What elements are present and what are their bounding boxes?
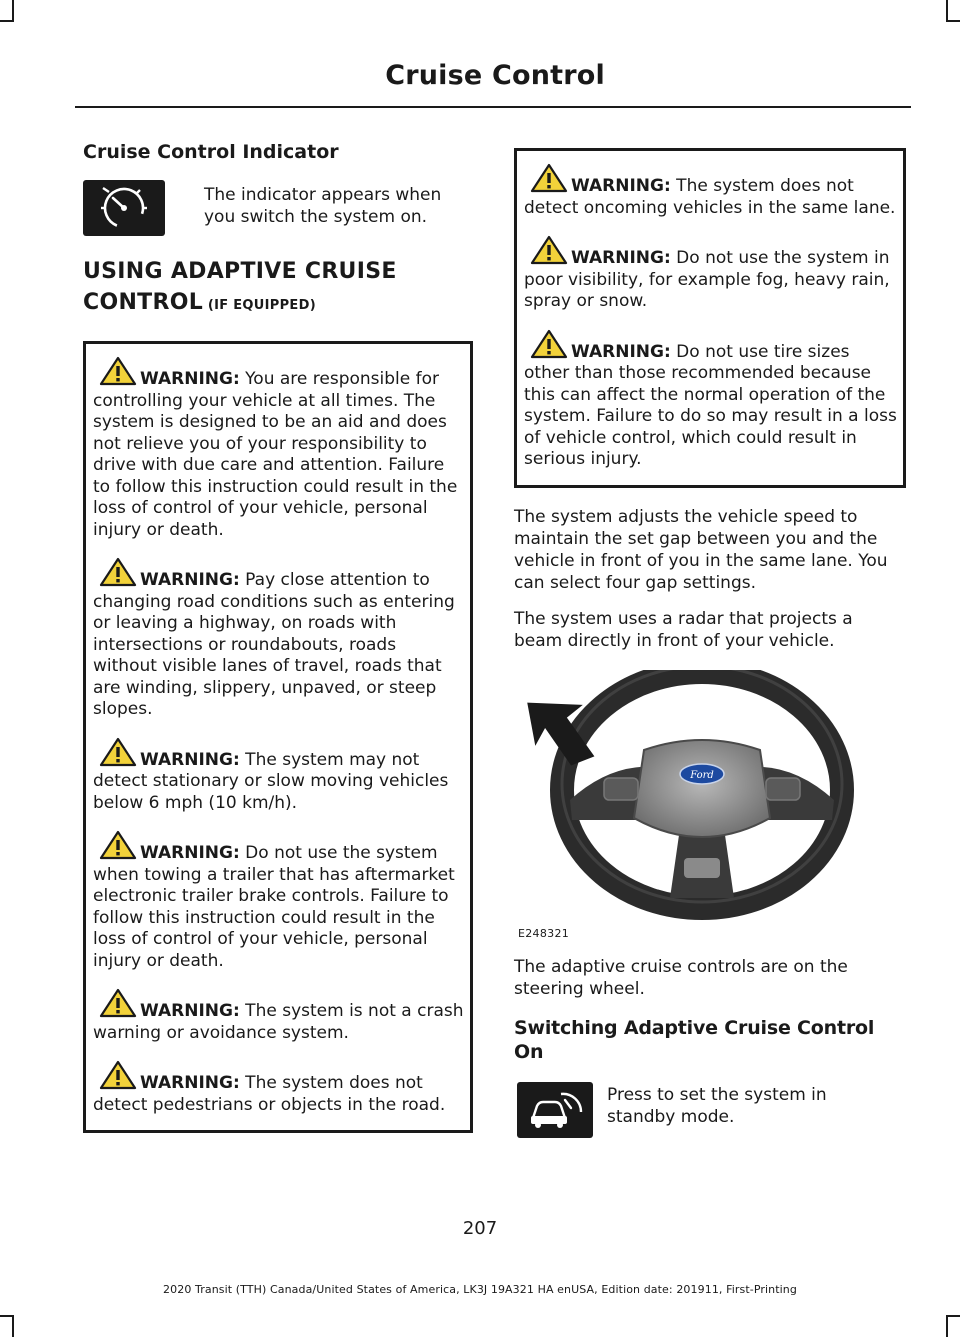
page-header [75, 58, 911, 108]
switching-description: Press to set the system in standby mode. [607, 1084, 827, 1127]
warning-item [524, 235, 898, 313]
crop-mark [0, 20, 14, 22]
warning-triangle-icon [99, 830, 137, 860]
adaptive-cruise-button-icon [517, 1082, 593, 1138]
warning-text: Do not use tire sizes other than those recommended because this can affect the normal operation of the system. Failure to do so may result in a loss of vehicle control, which could result in serious injury. [524, 341, 897, 469]
warning-label: WARNING: [140, 1073, 240, 1093]
figure-code: E248321 [518, 926, 570, 940]
warning-label: WARNING: [140, 843, 240, 863]
warning-label: WARNING: [140, 570, 240, 590]
warning-item [524, 329, 898, 471]
body-paragraph: The adaptive cruise controls are on the steering wheel. [514, 956, 848, 999]
section-title [83, 256, 471, 321]
switching-heading: Switching Adaptive Cruise Control On [514, 1016, 875, 1063]
warning-text: The system may not detect stationary or slow moving vehicles below 6 mph (10 km/h). [93, 749, 449, 813]
warning-triangle-icon [530, 329, 568, 359]
switching-row [514, 1082, 906, 1152]
page-number: 207 [462, 1218, 498, 1239]
crop-mark [12, 0, 14, 22]
warning-triangle-icon [99, 557, 137, 587]
warning-label: WARNING: [140, 369, 240, 389]
warning-item [93, 988, 465, 1044]
warning-text: Do not use the system when towing a trailer that has aftermarket electronic trailer brake controls. Failure to follow this instruction could result in the loss of control of your vehicle, personal injury or death. [93, 843, 455, 971]
right-column [514, 148, 906, 1152]
warning-triangle-icon [530, 163, 568, 193]
warning-item [524, 163, 898, 219]
crop-mark [946, 1315, 960, 1317]
warning-text: Do not use the system in poor visibility, for example fog, heavy rain, spray or snow. [524, 248, 890, 311]
warning-triangle-icon [530, 235, 568, 265]
crop-mark [946, 20, 960, 22]
warning-label: WARNING: [140, 749, 240, 770]
indicator-description: The indicator appears when you switch the system on. [204, 185, 442, 227]
crop-mark [946, 0, 948, 22]
warning-label: WARNING: [571, 341, 671, 362]
warning-triangle-icon [99, 356, 137, 386]
warning-text: The system does not detect pedestrians or objects in the road. [93, 1073, 446, 1115]
warning-text: The system is not a crash warning or avoidance system. [93, 1001, 464, 1043]
section-title-text: USING ADAPTIVE CRUISE CONTROL [83, 259, 397, 315]
warning-triangle-icon [99, 988, 137, 1018]
crop-mark [946, 1315, 948, 1337]
steering-wheel-illustration [514, 670, 854, 932]
crop-mark [12, 1315, 14, 1337]
left-column [83, 140, 471, 1133]
warning-item [93, 830, 465, 972]
footer-edition-line: 2020 Transit (TTH) Canada/United States of America, LK3J 19A321 HA enUSA, Edition date: 201911, First-Printing [163, 1283, 797, 1296]
ford-logo: Ford [690, 769, 714, 781]
body-paragraph: The system uses a radar that projects a beam directly in front of your vehicle. [514, 608, 853, 651]
warning-item [93, 737, 465, 815]
warning-label: WARNING: [140, 1001, 240, 1021]
warning-triangle-icon [99, 1060, 137, 1090]
warning-label: WARNING: [571, 176, 671, 196]
page-title: Cruise Control [385, 60, 605, 91]
warning-item [93, 557, 465, 721]
crop-mark [0, 1315, 14, 1317]
warning-text: You are responsible for controlling your vehicle at all times. The system is designed to be an aid and does not relieve you of your responsibility to drive with due care and attention. Failure to follow this instruction could result in the loss of control of your vehicle, personal injury or death. [93, 369, 458, 540]
warning-label: WARNING: [571, 248, 671, 268]
warning-box-right [514, 148, 906, 488]
cruise-speedometer-icon [83, 180, 165, 236]
indicator-heading: Cruise Control Indicator [83, 141, 339, 163]
warning-item [93, 356, 465, 541]
body-paragraph: The system adjusts the vehicle speed to maintain the set gap between you and the vehicle in front of you in the same lane. You can select four gap settings. [514, 506, 888, 593]
warning-triangle-icon [99, 737, 137, 767]
warning-text: The system does not detect oncoming vehicles in the same lane. [524, 176, 896, 218]
steering-wheel-figure [514, 670, 854, 940]
section-title-suffix: (IF EQUIPPED) [203, 298, 316, 313]
warning-text: Pay close attention to changing road conditions such as entering or leaving a highway, on roads with intersections or roundabouts, roads without visible lanes of travel, roads that are winding, slippery, unpaved, or steep slopes. [93, 570, 455, 719]
indicator-row [83, 180, 471, 248]
warning-box-left [83, 341, 473, 1133]
warning-item [93, 1060, 465, 1116]
